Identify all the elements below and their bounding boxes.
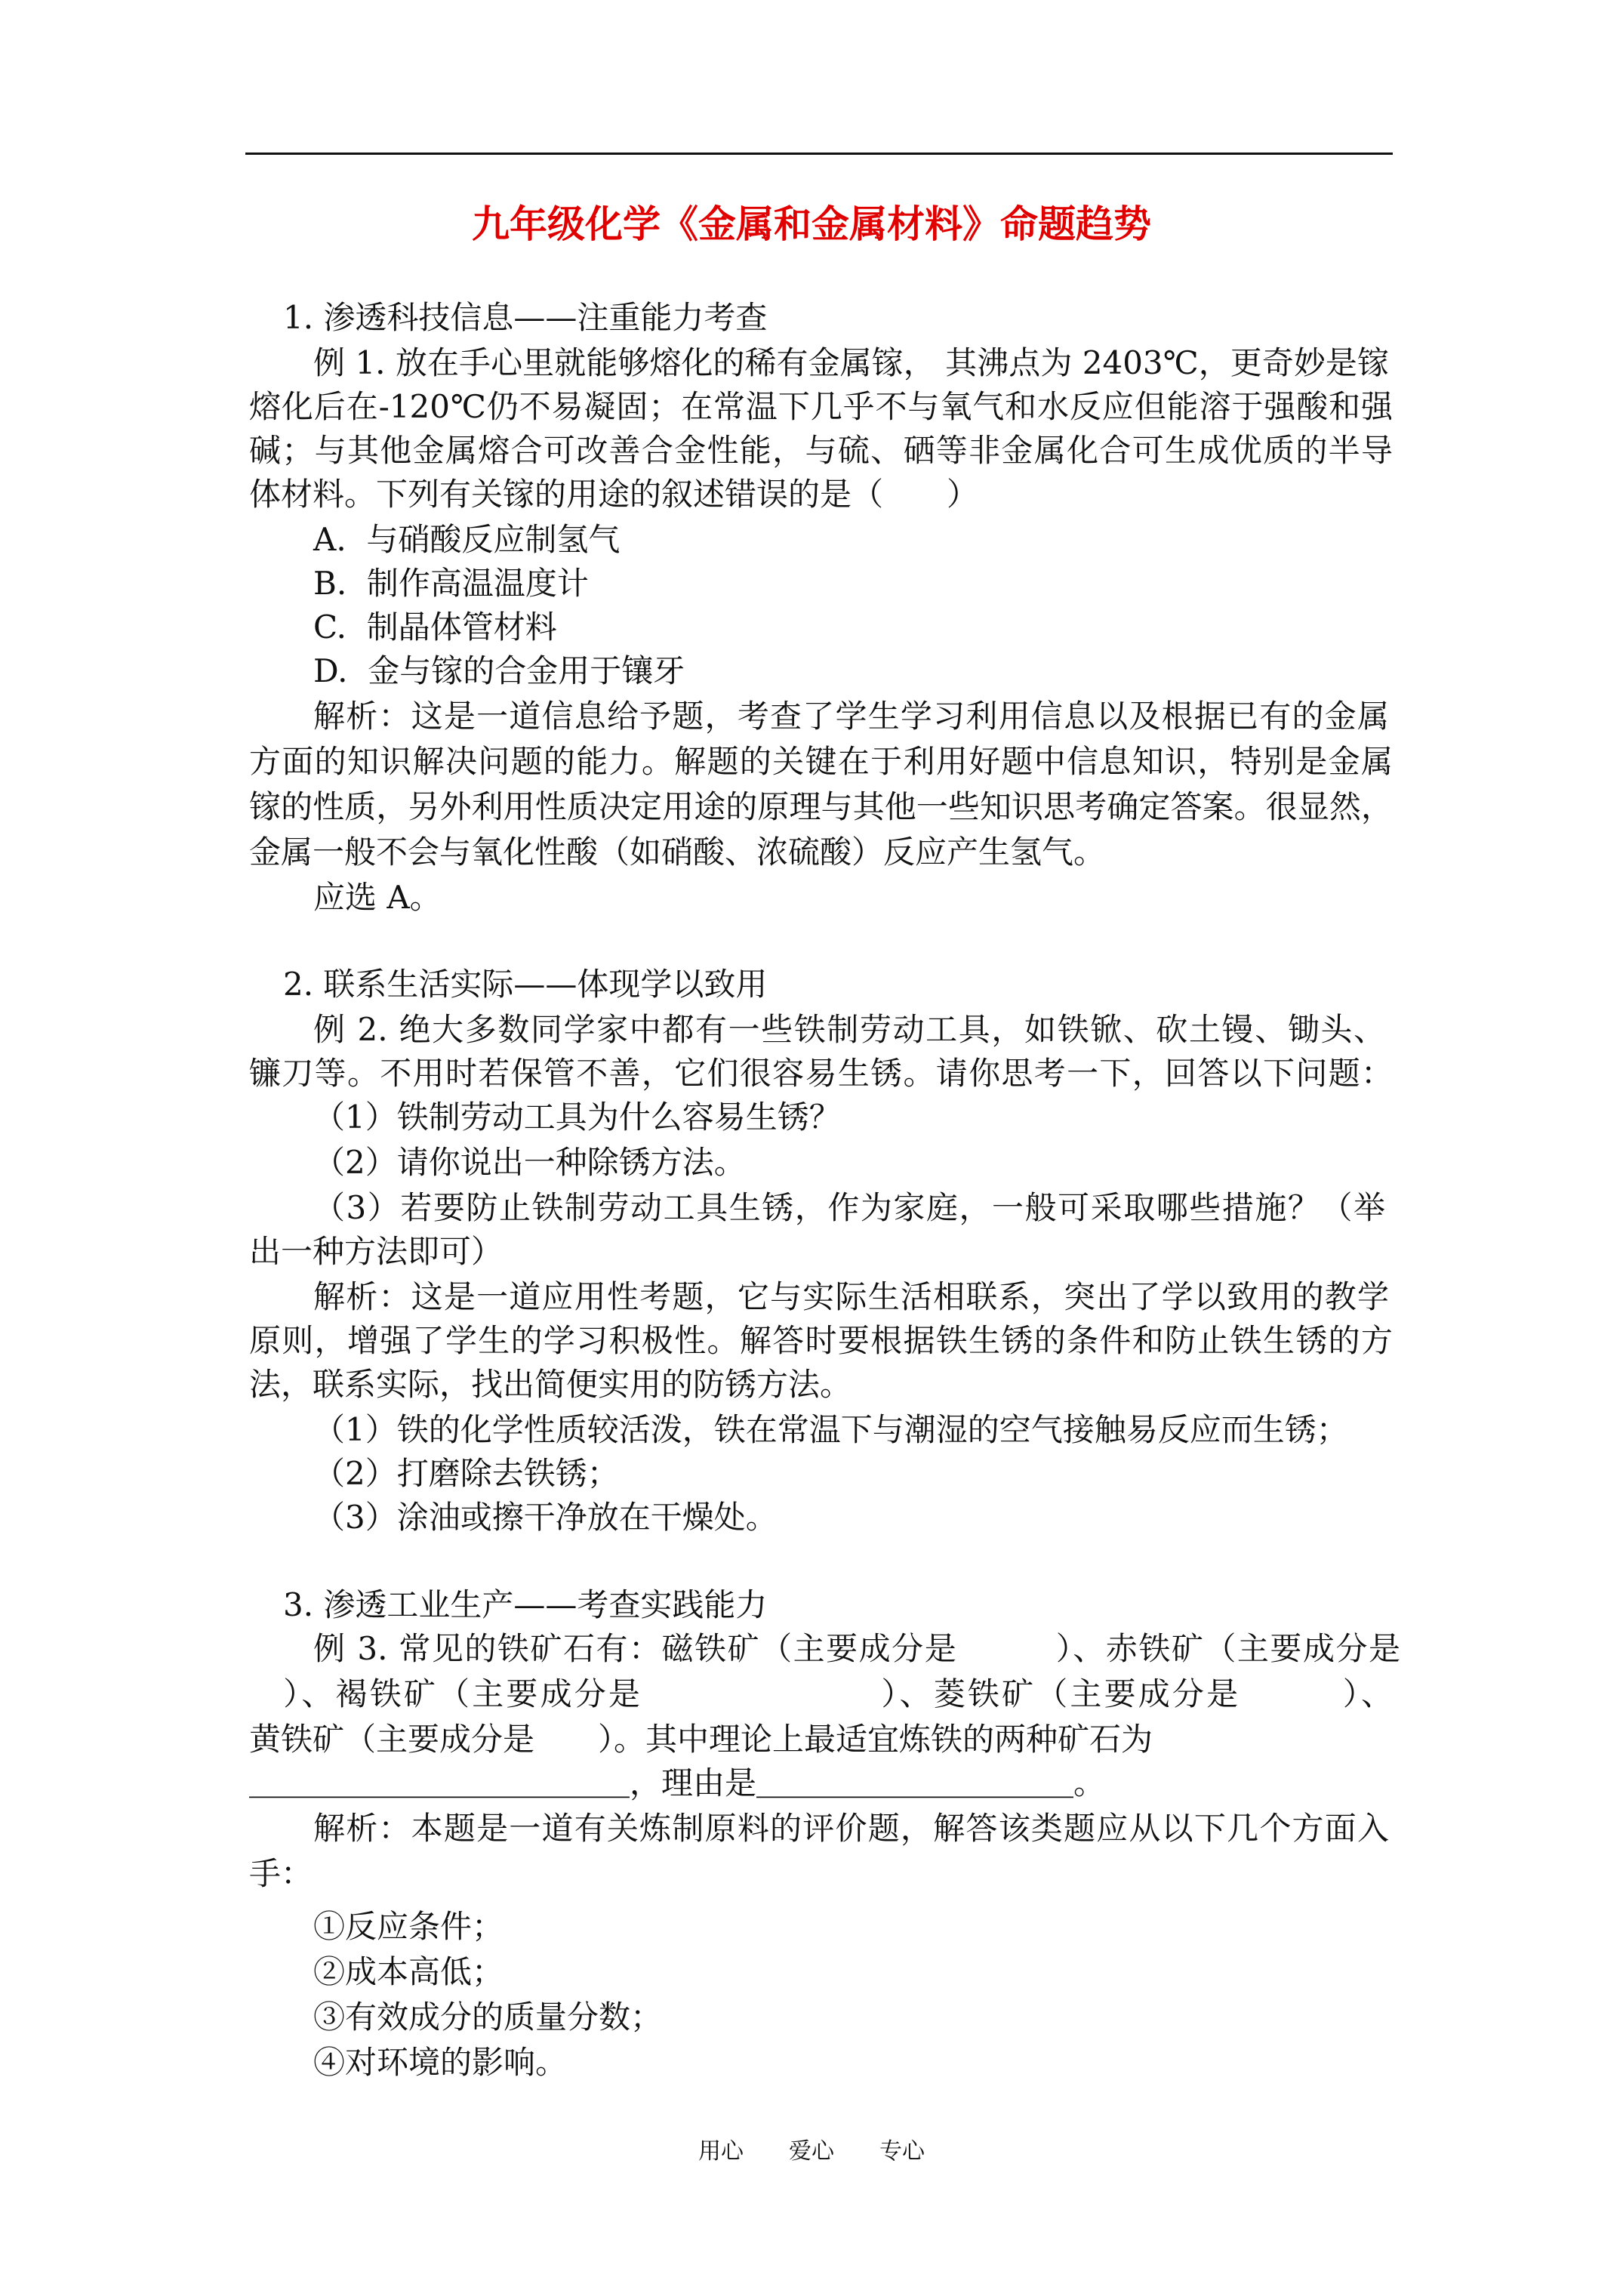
paragraph-line: 黄铁矿（主要成分是 ）。其中理论上最适宜炼铁的两种矿石为 bbox=[249, 1721, 1153, 1758]
paragraph-line: 法，联系实际，找出简便实用的防锈方法。 bbox=[249, 1366, 852, 1403]
paragraph-line: 出一种方法即可） bbox=[249, 1233, 504, 1270]
paragraph-line: 例 1. 放在手心里就能够熔化的稀有金属镓， 其沸点为 2403℃，更奇妙是镓 bbox=[313, 344, 1389, 381]
option-a: A. 与硝酸反应制氢气 bbox=[313, 521, 621, 558]
paragraph-line: 熔化后在-120℃仍不易凝固；在常温下几乎不与氧气和水反应但能溶于强酸和强 bbox=[249, 388, 1393, 425]
paragraph-line: 金属一般不会与氧化性酸（如硝酸、浓硫酸）反应产生氢气。 bbox=[249, 834, 1106, 871]
paragraph-line: 例 2. 绝大多数同学家中都有一些铁制劳动工具，如铁锨、砍土镘、锄头、 bbox=[313, 1011, 1385, 1048]
answer-item-3: （3）涂油或擦干净放在干燥处。 bbox=[313, 1499, 778, 1536]
option-b: B. 制作高温温度计 bbox=[313, 565, 589, 602]
paragraph-line: ）、褐铁矿（主要成分是 ）、菱铁矿（主要成分是 ）、 bbox=[249, 1675, 1393, 1712]
paragraph-line: 方面的知识解决问题的能力。解题的关键在于利用好题中信息知识，特别是金属 bbox=[249, 743, 1393, 780]
section-heading-3: 3. 渗透工业生产——考查实践能力 bbox=[283, 1586, 768, 1623]
paragraph-line: 例 3. 常见的铁矿石有：磁铁矿（主要成分是 ）、赤铁矿（主要成分是 bbox=[313, 1630, 1400, 1667]
question-item-1: （1）铁制劳动工具为什么容易生锈？ bbox=[313, 1099, 841, 1136]
header-rule bbox=[245, 153, 1393, 155]
question-item-3: （3）若要防止铁制劳动工具生锈，作为家庭，一般可采取哪些措施？（举 bbox=[313, 1189, 1385, 1226]
paragraph-line: 镓的性质，另外利用性质决定用途的原理与其他一些知识思考确定答案。很显然， bbox=[249, 788, 1393, 825]
paragraph-line: 体材料。下列有关镓的用途的叙述错误的是（ ） bbox=[249, 476, 979, 513]
page-footer: 用心 爱心 专心 bbox=[698, 2138, 925, 2165]
paragraph-line: 解析：这是一道信息给予题，考查了学生学习利用信息以及根据已有的金属 bbox=[313, 698, 1389, 735]
list-item: ④对环境的影响。 bbox=[313, 2044, 568, 2081]
paragraph-line: 解析：本题是一道有关炼制原料的评价题，解答该类题应从以下几个方面入 bbox=[313, 1810, 1389, 1847]
option-d: D. 金与镓的合金用于镶牙 bbox=[313, 652, 685, 689]
paragraph-line: 手： bbox=[249, 1855, 313, 1892]
answer-line: 应选 A。 bbox=[313, 879, 442, 916]
answer-item-2: （2）打磨除去铁锈； bbox=[313, 1455, 619, 1492]
paragraph-line: 解析：这是一道应用性考题，它与实际生活相联系，突出了学以致用的教学 bbox=[313, 1278, 1389, 1315]
fill-blank-line: ＿＿＿＿＿＿＿＿＿＿＿＿，理由是＿＿＿＿＿＿＿＿＿＿。 bbox=[249, 1764, 1106, 1801]
answer-item-1: （1）铁的化学性质较活泼，铁在常温下与潮湿的空气接触易反应而生锈； bbox=[313, 1411, 1348, 1448]
option-c: C. 制晶体管材料 bbox=[313, 609, 557, 646]
section-heading-1: 1. 渗透科技信息——注重能力考查 bbox=[283, 299, 768, 336]
paragraph-line: 碱；与其他金属熔合可改善合金性能，与硫、硒等非金属化合可生成优质的半导 bbox=[249, 432, 1393, 469]
list-item: ③有效成分的质量分数； bbox=[313, 1999, 663, 2036]
list-item: ①反应条件； bbox=[313, 1908, 504, 1945]
paragraph-line: 镰刀等。不用时若保管不善，它们很容易生锈。请你思考一下，回答以下问题： bbox=[249, 1055, 1393, 1092]
document-title: 九年级化学《金属和金属材料》命题趋势 bbox=[472, 202, 1151, 246]
question-item-2: （2）请你说出一种除锈方法。 bbox=[313, 1144, 746, 1181]
list-item: ②成本高低； bbox=[313, 1953, 504, 1990]
paragraph-line: 原则，增强了学生的学习积极性。解答时要根据铁生锈的条件和防止铁生锈的方 bbox=[249, 1322, 1393, 1359]
section-heading-2: 2. 联系生活实际——体现学以致用 bbox=[283, 966, 768, 1003]
